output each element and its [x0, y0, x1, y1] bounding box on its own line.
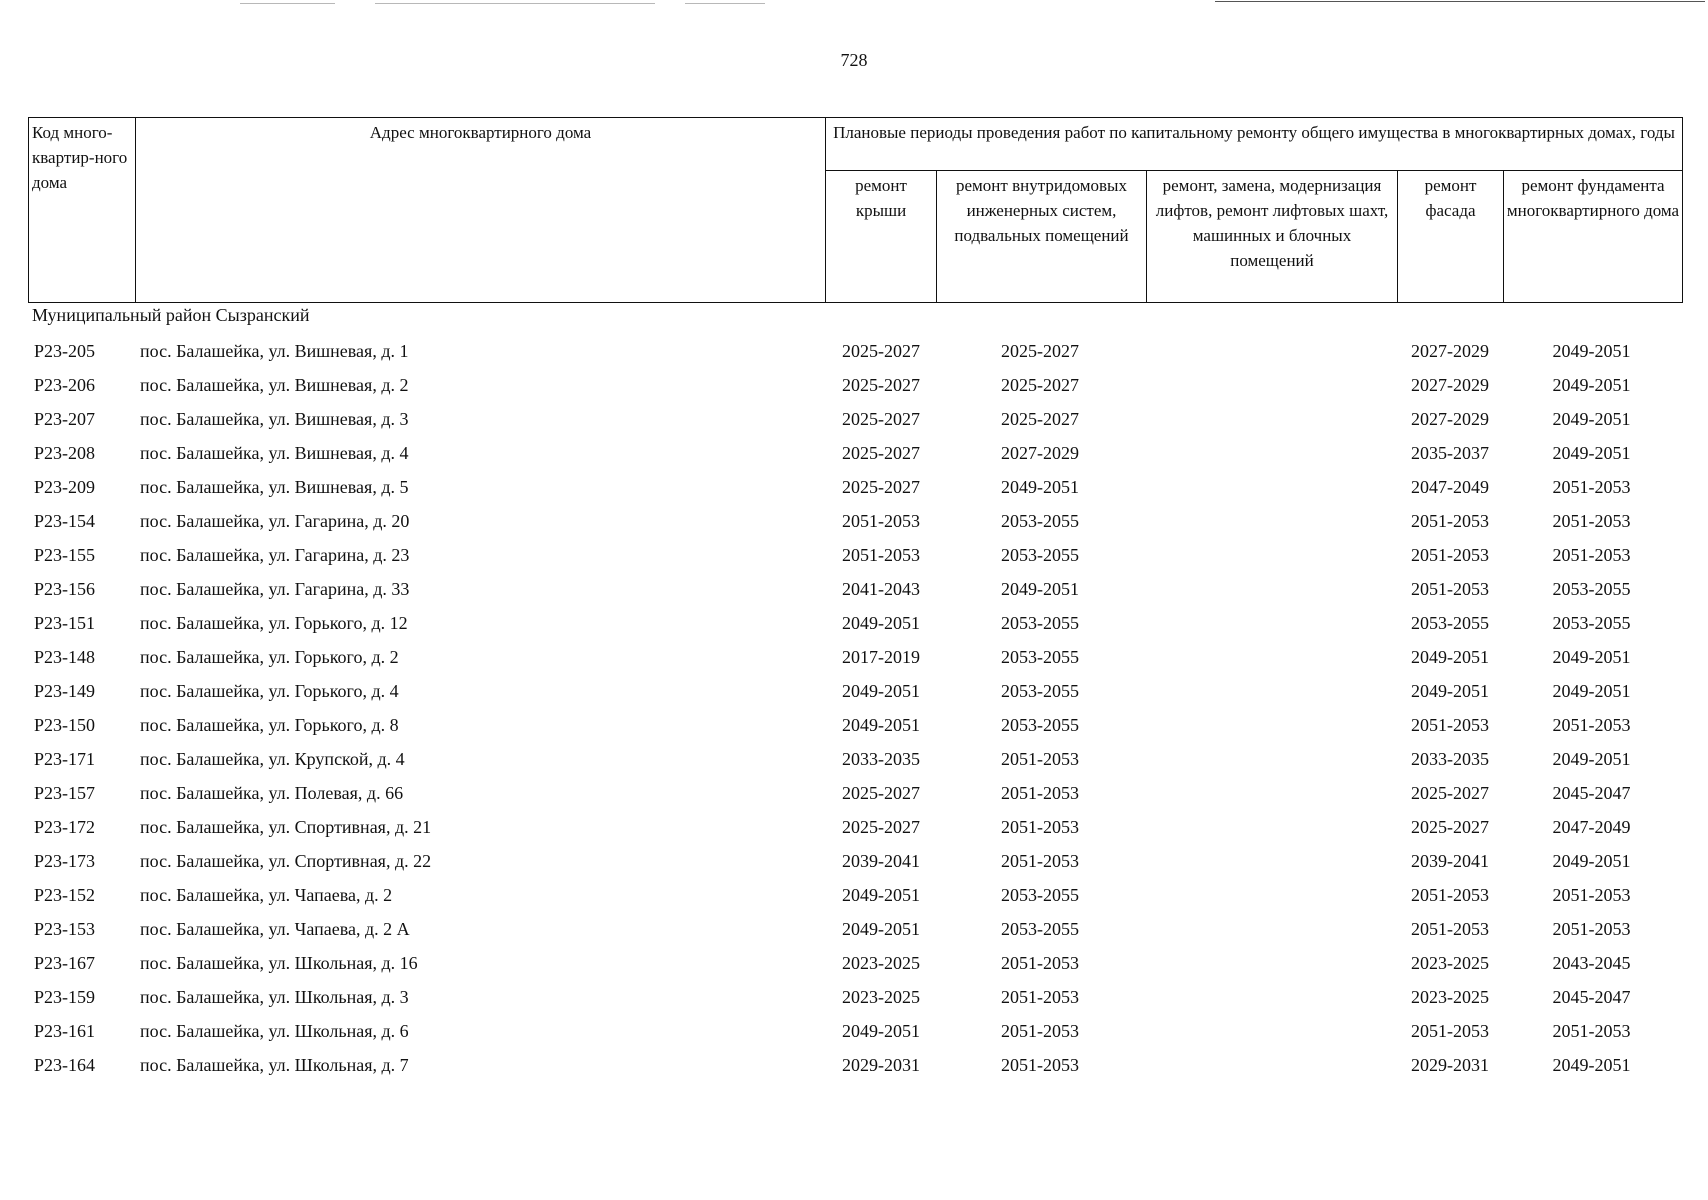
header-address: Адрес многоквартирного дома	[136, 118, 826, 303]
header-lifts: ремонт, замена, модернизация лифтов, ремонт лифтовых шахт, машинных и блочных помещений	[1147, 171, 1398, 303]
cell-code: Р23-156	[34, 579, 96, 599]
cell-foundation: 2049-2051	[1552, 409, 1631, 429]
table-row	[0, 640, 1708, 674]
cell-facade: 2047-2049	[1411, 477, 1489, 497]
cell-systems: 2051-2053	[1001, 783, 1079, 803]
table-row	[0, 776, 1708, 810]
cell-systems: 2051-2053	[1001, 987, 1079, 1007]
cell-systems: 2051-2053	[1001, 851, 1079, 871]
cell-facade: 2049-2051	[1411, 647, 1489, 667]
cell-code: Р23-173	[34, 851, 96, 871]
header-roof: ремонт крыши	[826, 171, 937, 303]
cell-facade: 2051-2053	[1411, 579, 1489, 599]
cell-foundation: 2049-2051	[1552, 749, 1631, 769]
cell-facade: 2027-2029	[1411, 341, 1489, 361]
cell-code: Р23-149	[34, 681, 96, 701]
cell-foundation: 2049-2051	[1552, 851, 1631, 871]
cell-code: Р23-164	[34, 1055, 96, 1075]
cell-address: пос. Балашейка, ул. Вишневая, д. 2	[140, 375, 409, 395]
section-title: Муниципальный район Сызранский	[32, 305, 310, 325]
cell-address: пос. Балашейка, ул. Школьная, д. 3	[140, 987, 409, 1007]
table-row	[0, 980, 1708, 1014]
cell-facade: 2051-2053	[1411, 511, 1489, 531]
cell-facade: 2027-2029	[1411, 375, 1489, 395]
cell-code: Р23-153	[34, 919, 96, 939]
cell-roof: 2025-2027	[842, 375, 920, 395]
cell-code: Р23-209	[34, 477, 96, 497]
cell-systems: 2053-2055	[1001, 681, 1079, 701]
cell-code: Р23-206	[34, 375, 96, 395]
cell-code: Р23-167	[34, 953, 96, 973]
cell-code: Р23-155	[34, 545, 96, 565]
cell-foundation: 2049-2051	[1552, 647, 1631, 667]
cell-code: Р23-171	[34, 749, 96, 769]
table-row	[0, 742, 1708, 776]
cell-code: Р23-159	[34, 987, 96, 1007]
cell-systems: 2053-2055	[1001, 545, 1079, 565]
cell-facade: 2033-2035	[1411, 749, 1489, 769]
cell-address: пос. Балашейка, ул. Чапаева, д. 2 А	[140, 919, 410, 939]
cell-address: пос. Балашейка, ул. Горького, д. 2	[140, 647, 399, 667]
cell-systems: 2027-2029	[1001, 443, 1079, 463]
scan-line	[240, 3, 335, 4]
scan-line	[1215, 1, 1705, 2]
cell-address: пос. Балашейка, ул. Горького, д. 4	[140, 681, 399, 701]
cell-systems: 2051-2053	[1001, 1021, 1079, 1041]
cell-facade: 2023-2025	[1411, 987, 1489, 1007]
cell-roof: 2049-2051	[842, 1021, 920, 1041]
cell-facade: 2053-2055	[1411, 613, 1489, 633]
cell-roof: 2049-2051	[842, 885, 920, 905]
cell-address: пос. Балашейка, ул. Гагарина, д. 33	[140, 579, 410, 599]
page-number: 728	[840, 50, 868, 70]
cell-facade: 2035-2037	[1411, 443, 1489, 463]
cell-code: Р23-152	[34, 885, 96, 905]
cell-address: пос. Балашейка, ул. Полевая, д. 66	[140, 783, 404, 803]
cell-facade: 2025-2027	[1411, 783, 1489, 803]
cell-address: пос. Балашейка, ул. Горького, д. 8	[140, 715, 399, 735]
cell-systems: 2053-2055	[1001, 885, 1079, 905]
cell-systems: 2051-2053	[1001, 1055, 1079, 1075]
cell-foundation: 2047-2049	[1552, 817, 1631, 837]
cell-code: Р23-207	[34, 409, 96, 429]
cell-roof: 2025-2027	[842, 817, 920, 837]
table-body	[0, 334, 1708, 1082]
cell-facade: 2049-2051	[1411, 681, 1489, 701]
cell-facade: 2051-2053	[1411, 545, 1489, 565]
cell-roof: 2025-2027	[842, 783, 920, 803]
cell-facade: 2029-2031	[1411, 1055, 1489, 1075]
cell-roof: 2017-2019	[842, 647, 920, 667]
table-row	[0, 912, 1708, 946]
cell-facade: 2051-2053	[1411, 919, 1489, 939]
table-header	[28, 117, 1683, 303]
header-periods-group: Плановые периоды проведения работ по капитальному ремонту общего имущества в многоквартирных домах, годы	[826, 118, 1683, 171]
cell-address: пос. Балашейка, ул. Вишневая, д. 5	[140, 477, 409, 497]
table-row	[0, 504, 1708, 538]
cell-systems: 2053-2055	[1001, 511, 1079, 531]
table-row	[0, 436, 1708, 470]
table-row	[0, 946, 1708, 980]
cell-roof: 2039-2041	[842, 851, 920, 871]
cell-code: Р23-154	[34, 511, 96, 531]
cell-address: пос. Балашейка, ул. Школьная, д. 16	[140, 953, 418, 973]
cell-foundation: 2049-2051	[1552, 443, 1631, 463]
table-row	[0, 470, 1708, 504]
cell-roof: 2049-2051	[842, 919, 920, 939]
table-row	[0, 368, 1708, 402]
cell-systems: 2051-2053	[1001, 749, 1079, 769]
cell-foundation: 2049-2051	[1552, 681, 1631, 701]
cell-systems: 2053-2055	[1001, 919, 1079, 939]
header-foundation: ремонт фундамента многоквартирного дома	[1504, 171, 1683, 303]
cell-systems: 2053-2055	[1001, 647, 1079, 667]
cell-code: Р23-157	[34, 783, 96, 803]
table-row	[0, 572, 1708, 606]
cell-address: пос. Балашейка, ул. Спортивная, д. 21	[140, 817, 432, 837]
cell-roof: 2025-2027	[842, 341, 920, 361]
cell-systems: 2025-2027	[1001, 409, 1079, 429]
cell-code: Р23-161	[34, 1021, 96, 1041]
cell-facade: 2051-2053	[1411, 1021, 1489, 1041]
scan-line	[685, 3, 765, 4]
cell-facade: 2023-2025	[1411, 953, 1489, 973]
cell-foundation: 2051-2053	[1552, 477, 1631, 497]
cell-address: пос. Балашейка, ул. Вишневая, д. 3	[140, 409, 409, 429]
cell-code: Р23-150	[34, 715, 96, 735]
table-row	[0, 674, 1708, 708]
cell-roof: 2025-2027	[842, 443, 920, 463]
cell-roof: 2025-2027	[842, 477, 920, 497]
table-row	[0, 606, 1708, 640]
cell-code: Р23-172	[34, 817, 96, 837]
cell-systems: 2025-2027	[1001, 375, 1079, 395]
cell-facade: 2051-2053	[1411, 885, 1489, 905]
cell-roof: 2049-2051	[842, 715, 920, 735]
cell-address: пос. Балашейка, ул. Гагарина, д. 20	[140, 511, 410, 531]
table-row	[0, 1014, 1708, 1048]
cell-foundation: 2049-2051	[1552, 1055, 1631, 1075]
cell-address: пос. Балашейка, ул. Спортивная, д. 22	[140, 851, 432, 871]
table-row	[0, 810, 1708, 844]
cell-foundation: 2051-2053	[1552, 885, 1631, 905]
cell-address: пос. Балашейка, ул. Горького, д. 12	[140, 613, 408, 633]
cell-foundation: 2051-2053	[1552, 715, 1631, 735]
cell-foundation: 2045-2047	[1552, 987, 1631, 1007]
cell-code: Р23-151	[34, 613, 96, 633]
cell-address: пос. Балашейка, ул. Школьная, д. 6	[140, 1021, 409, 1041]
cell-systems: 2053-2055	[1001, 715, 1079, 735]
cell-facade: 2051-2053	[1411, 715, 1489, 735]
table-row	[0, 334, 1708, 368]
cell-address: пос. Балашейка, ул. Школьная, д. 7	[140, 1055, 409, 1075]
cell-roof: 2029-2031	[842, 1055, 920, 1075]
header-facade: ремонт фасада	[1398, 171, 1504, 303]
table-row	[0, 708, 1708, 742]
cell-systems: 2053-2055	[1001, 613, 1079, 633]
table-row	[0, 878, 1708, 912]
cell-systems: 2049-2051	[1001, 579, 1079, 599]
table-row	[0, 402, 1708, 436]
cell-systems: 2051-2053	[1001, 953, 1079, 973]
cell-foundation: 2049-2051	[1552, 375, 1631, 395]
cell-roof: 2051-2053	[842, 511, 920, 531]
cell-roof: 2023-2025	[842, 987, 920, 1007]
cell-code: Р23-148	[34, 647, 96, 667]
cell-foundation: 2051-2053	[1552, 545, 1631, 565]
cell-roof: 2025-2027	[842, 409, 920, 429]
cell-systems: 2049-2051	[1001, 477, 1079, 497]
cell-roof: 2023-2025	[842, 953, 920, 973]
cell-systems: 2051-2053	[1001, 817, 1079, 837]
cell-facade: 2025-2027	[1411, 817, 1489, 837]
cell-address: пос. Балашейка, ул. Чапаева, д. 2	[140, 885, 393, 905]
table-row	[0, 1048, 1708, 1082]
table-row	[0, 538, 1708, 572]
cell-foundation: 2051-2053	[1552, 1021, 1631, 1041]
table-row	[0, 844, 1708, 878]
cell-roof: 2049-2051	[842, 613, 920, 633]
cell-foundation: 2043-2045	[1552, 953, 1631, 973]
cell-foundation: 2053-2055	[1552, 579, 1631, 599]
scan-line	[375, 3, 655, 4]
cell-systems: 2025-2027	[1001, 341, 1079, 361]
cell-foundation: 2051-2053	[1552, 919, 1631, 939]
cell-roof: 2041-2043	[842, 579, 920, 599]
header-code: Код много-квартир-ного дома	[29, 118, 136, 303]
cell-roof: 2049-2051	[842, 681, 920, 701]
cell-foundation: 2053-2055	[1552, 613, 1631, 633]
cell-facade: 2039-2041	[1411, 851, 1489, 871]
cell-address: пос. Балашейка, ул. Крупской, д. 4	[140, 749, 405, 769]
cell-foundation: 2045-2047	[1552, 783, 1631, 803]
cell-code: Р23-205	[34, 341, 96, 361]
cell-address: пос. Балашейка, ул. Вишневая, д. 4	[140, 443, 409, 463]
cell-roof: 2051-2053	[842, 545, 920, 565]
cell-code: Р23-208	[34, 443, 96, 463]
cell-address: пос. Балашейка, ул. Гагарина, д. 23	[140, 545, 410, 565]
cell-facade: 2027-2029	[1411, 409, 1489, 429]
cell-foundation: 2049-2051	[1552, 341, 1631, 361]
header-systems: ремонт внутридомовых инженерных систем, подвальных помещений	[937, 171, 1147, 303]
cell-address: пос. Балашейка, ул. Вишневая, д. 1	[140, 341, 409, 361]
cell-foundation: 2051-2053	[1552, 511, 1631, 531]
cell-roof: 2033-2035	[842, 749, 920, 769]
